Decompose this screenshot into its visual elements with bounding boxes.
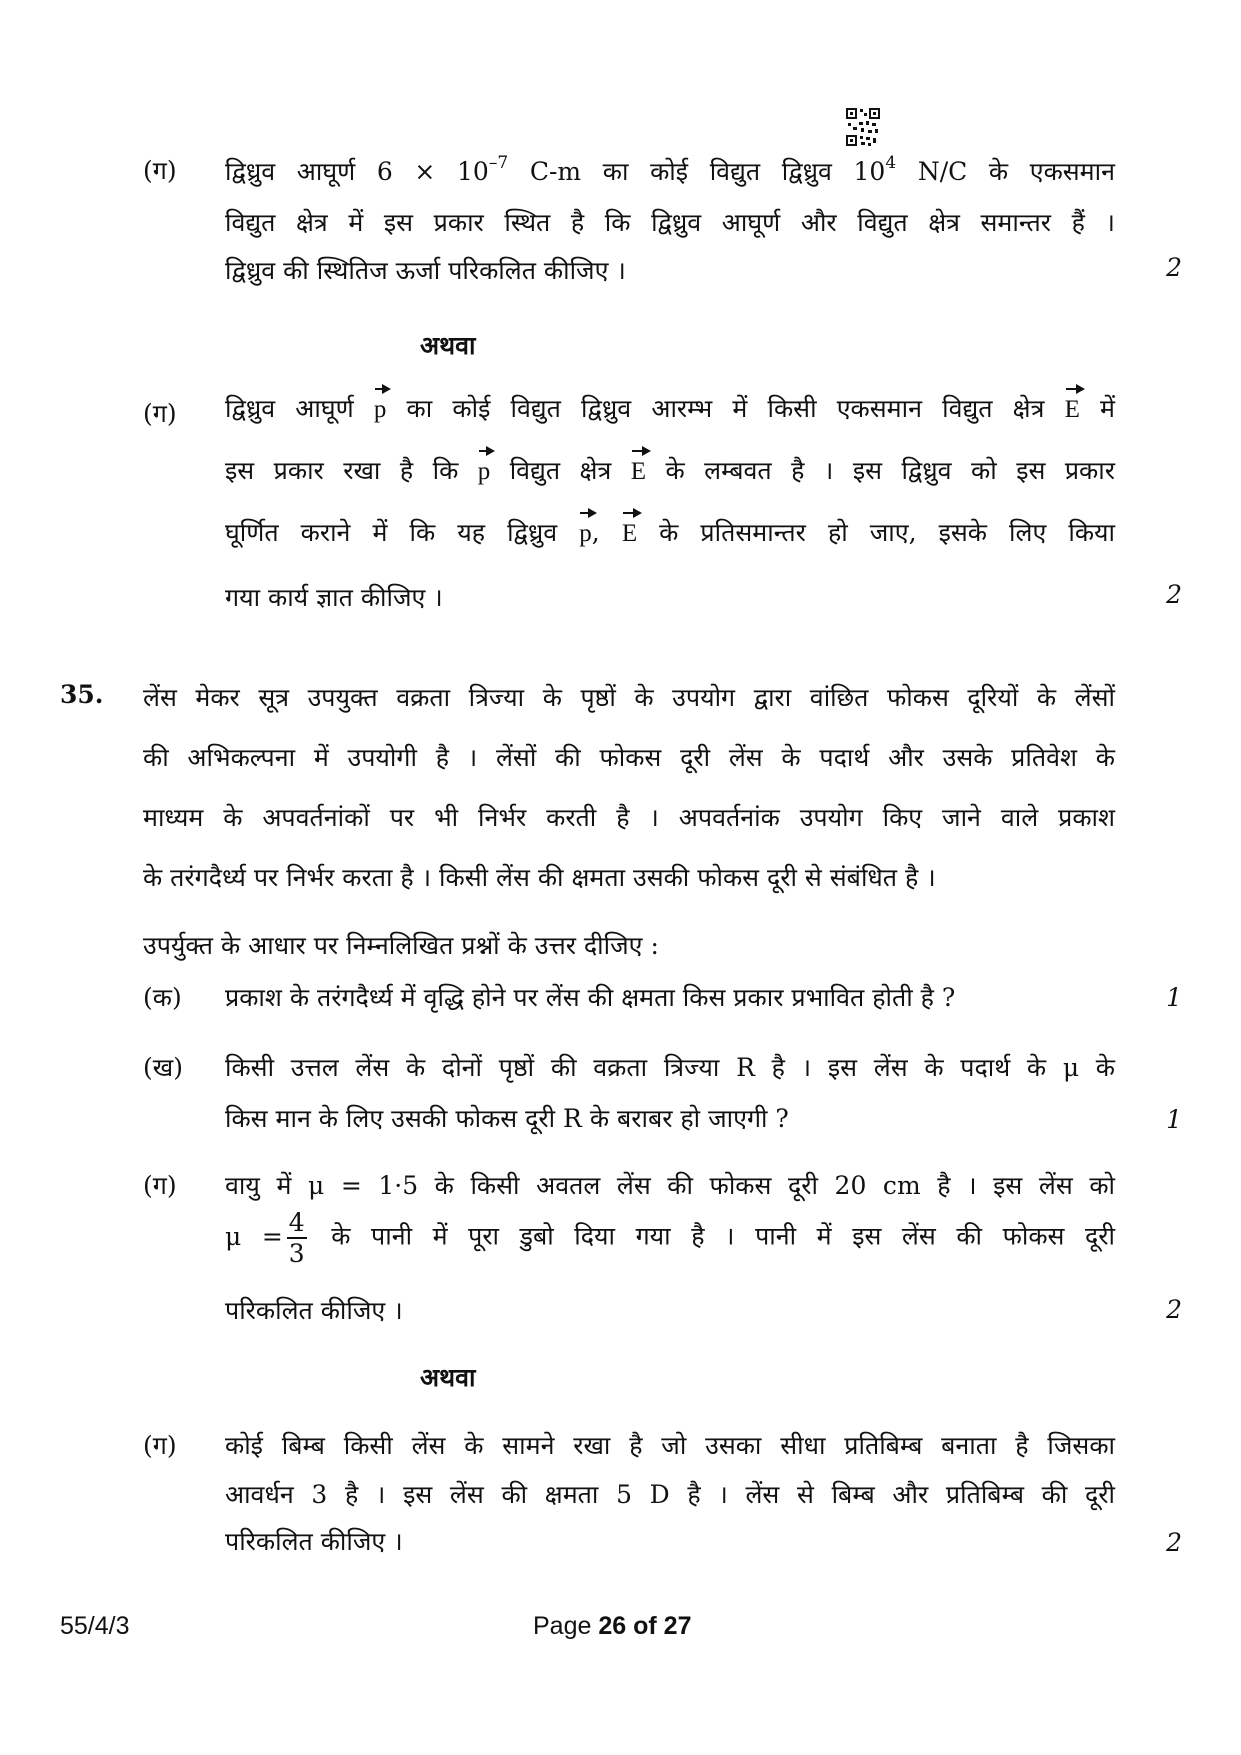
q35c-line3: परिकलित कीजिए ।	[225, 1296, 403, 1325]
or-divider-1: अथवा	[420, 331, 476, 360]
q34c-alt-line1-c: में	[1100, 394, 1115, 423]
page-total: 27	[663, 1612, 692, 1640]
q34c-alt-line3-b: के प्रतिसमान्तर हो जाए, इसके लिए किया	[659, 518, 1116, 547]
vector-e: E	[1065, 386, 1080, 424]
q34c-alt-line2	[225, 448, 1115, 487]
q35a-line1: प्रकाश के तरंगदैर्ध्य में वृद्धि होने पर लेंस की क्षमता किस प्रकार प्रभावित होती है ?	[225, 983, 956, 1012]
q34c-alt-line3-a: घूर्णित कराने में कि यह द्विध्रुव	[225, 518, 558, 547]
q35c-marks: 2	[1166, 1295, 1182, 1324]
q34c-alt-line2-c: के लम्बवत है । इस द्विध्रुव को इस प्रकार	[665, 456, 1115, 485]
q35c-alt-label: (ग)	[143, 1431, 177, 1460]
page-of: of	[633, 1612, 657, 1640]
q35c-line2-rest: के पानी में पूरा डुबो दिया गया है । पानी में इस लेंस की फोकस दूरी	[331, 1221, 1115, 1251]
vector-p: p	[579, 510, 592, 548]
q34c-label: (ग)	[143, 156, 177, 185]
q34c-line3: द्विध्रुव की स्थितिज ऊर्जा परिकलित कीजिए ।	[225, 256, 626, 285]
q35-para-line: के तरंगदैर्ध्य पर निर्भर करता है । किसी लेंस की क्षमता उसकी फोकस दूरी से संबंधित है ।	[143, 863, 936, 892]
q35c-alt-line3: परिकलित कीजिए ।	[225, 1527, 403, 1556]
q35c-line1: वायु में μ = 1·5 के किसी अवतल लेंस की फोकस दूरी 20 cm है । इस लेंस को	[225, 1171, 1115, 1200]
comma: ,	[591, 518, 600, 547]
q35-para-line: की अभिकल्पना में उपयोगी है । लेंसों की फोकस दूरी लेंस के पदार्थ और उसके प्रतिवेश के	[143, 743, 1115, 772]
mu-equals: μ =	[225, 1221, 283, 1251]
vector-p: p	[374, 386, 387, 424]
q34c-alt-label: (ग)	[143, 399, 177, 428]
q34c-alt-line3	[225, 510, 1115, 549]
q34c-line1-c: N/C के एकसमान	[896, 157, 1115, 186]
fraction-numerator: 4	[288, 1208, 305, 1237]
qr-code-icon	[846, 108, 880, 146]
fraction-four-thirds	[287, 1210, 307, 1266]
q34c-line1-b: C-m का कोई विद्युत द्विध्रुव 10	[508, 157, 886, 186]
page-number	[533, 1612, 691, 1641]
q34c-alt-line1-b: का कोई विद्युत द्विध्रुव आरम्भ में किसी एकसमान विद्युत क्षेत्र	[406, 394, 1045, 423]
q34c-line2: विद्युत क्षेत्र में इस प्रकार स्थित है कि द्विध्रुव आघूर्ण और विद्युत क्षेत्र समान्तर हैं ।	[225, 208, 1115, 237]
q34c-alt-line1-a: द्विध्रुव आघूर्ण	[225, 394, 354, 423]
q34c-alt-marks: 2	[1166, 580, 1182, 609]
q35c-label: (ग)	[143, 1171, 177, 1200]
q34c-alt-line2-b: विद्युत क्षेत्र	[509, 456, 612, 485]
q35c-line2	[225, 1210, 1115, 1266]
q35c-alt-marks: 2	[1166, 1528, 1182, 1557]
q35c-alt-line1: कोई बिम्ब किसी लेंस के सामने रखा है जो उसका सीधा प्रतिबिम्ब बनाता है जिसका	[225, 1431, 1115, 1460]
vector-e: E	[622, 510, 637, 548]
q35-para-line: माध्यम के अपवर्तनांकों पर भी निर्भर करती है । अपवर्तनांक उपयोग किए जाने वाले प्रकाश	[143, 803, 1115, 832]
q34c-alt-line2-a: इस प्रकार रखा है कि	[225, 456, 459, 485]
page-prefix: Page	[533, 1612, 592, 1640]
vector-p: p	[478, 448, 491, 486]
q35a-marks: 1	[1166, 983, 1182, 1012]
q35-number: 35.	[60, 680, 104, 709]
or-divider-2: अथवा	[420, 1363, 476, 1392]
q35-instruction: उपर्युक्त के आधार पर निम्नलिखित प्रश्नों के उत्तर दीजिए :	[143, 931, 659, 960]
q34c-exponent-2: 4	[885, 153, 897, 173]
vector-e: E	[631, 448, 646, 486]
q34c-alt-line4: गया कार्य ज्ञात कीजिए ।	[225, 583, 443, 612]
q34c-alt-line1	[225, 386, 1115, 425]
fraction-denominator: 3	[288, 1239, 305, 1268]
q35c-alt-line2: आवर्धन 3 है । इस लेंस की क्षमता 5 D है । लेंस से बिम्ब और प्रतिबिम्ब की दूरी	[225, 1480, 1115, 1509]
q35a-label: (क)	[143, 983, 182, 1012]
q35b-line1: किसी उत्तल लेंस के दोनों पृष्ठों की वक्रता त्रिज्या R है । इस लेंस के पदार्थ के μ के	[225, 1053, 1115, 1082]
q34c-line1-a: द्विध्रुव आघूर्ण 6 × 10	[225, 157, 489, 186]
q35b-label: (ख)	[143, 1053, 183, 1082]
q34c-line1	[225, 153, 1115, 188]
page-current: 26	[598, 1612, 627, 1640]
q35b-line2: किस मान के लिए उसकी फोकस दूरी R के बराबर हो जाएगी ?	[225, 1104, 789, 1133]
q35b-marks: 1	[1166, 1105, 1182, 1134]
q34c-marks: 2	[1166, 253, 1182, 282]
q34c-exponent-1: –7	[488, 153, 509, 173]
q35-para-line: लेंस मेकर सूत्र उपयुक्त वक्रता त्रिज्या के पृष्ठों के उपयोग द्वारा वांछित फोकस दूरियों के लेंसों	[143, 683, 1115, 712]
paper-code: 55/4/3	[60, 1612, 130, 1640]
